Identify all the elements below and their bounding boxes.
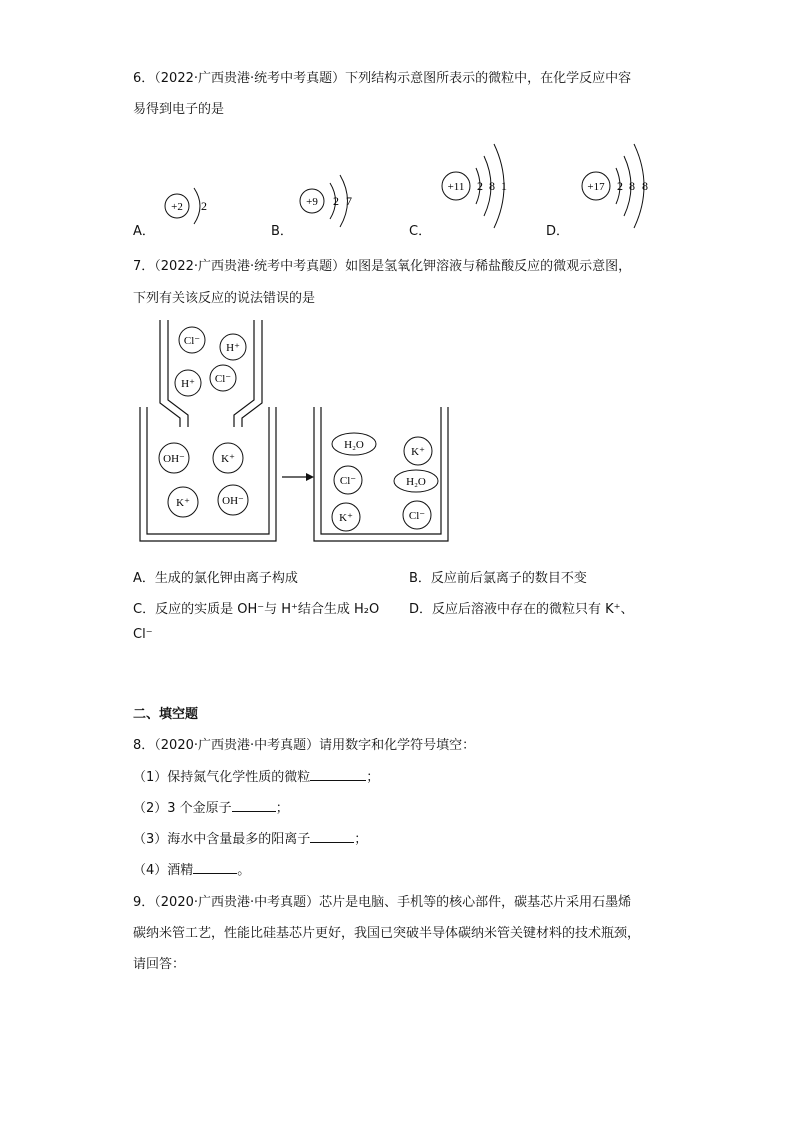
q9-line2: 碳纳米管工艺，性能比硅基芯片更好，我国已突破半导体碳纳米管关键材料的技术瓶颈， — [133, 926, 641, 941]
section-heading-fill-in: 二、填空题 — [133, 707, 199, 722]
q9-line1: 9．（2020·广西贵港·中考真题）芯片是电脑、手机等的核心部件，碳基芯片采用石墨烯 — [133, 895, 632, 910]
atom-b-shell-2: 7 — [346, 194, 352, 208]
left-beaker-particles — [159, 443, 248, 517]
q8-item-4 — [133, 859, 250, 878]
q7-option-d: D．反应后溶液中存在的微粒只有 K⁺、 — [409, 602, 634, 617]
atom-c-nucleus: +11 — [447, 181, 465, 193]
particle-h2o-2: H₂O — [406, 476, 426, 488]
atom-d-shell-1: 2 — [617, 179, 623, 193]
q8-item-2-text: （2）3 个金原子 — [133, 801, 232, 816]
particle-h-2: H⁺ — [181, 378, 195, 390]
particle-k-4: K⁺ — [339, 512, 353, 524]
q6-option-d-letter: D． — [546, 224, 570, 239]
right-beaker-particles — [332, 433, 438, 531]
q6-option-c-letter: C． — [409, 224, 432, 239]
atom-b-shell-1: 2 — [333, 194, 339, 208]
q9-line3: 请回答： — [133, 957, 186, 972]
reaction-arrow-icon — [282, 473, 314, 481]
particle-oh-2: OH⁻ — [222, 495, 244, 507]
q7-option-b: B．反应前后氯离子的数目不变 — [409, 571, 587, 586]
particle-cl-2: Cl⁻ — [214, 373, 232, 385]
particle-h2o-1: H₂O — [344, 439, 364, 451]
atom-structure-diagrams — [150, 130, 750, 230]
q8-item-2 — [133, 797, 289, 816]
q8-item-3-text: （3）海水中含量最多的阳离子 — [133, 832, 311, 847]
q7-option-a: A．生成的氯化钾由离子构成 — [133, 571, 298, 586]
q8-item-1 — [133, 766, 379, 785]
particle-k-2: K⁺ — [176, 497, 190, 509]
q8-item-1-blank[interactable] — [310, 768, 366, 781]
q8-stem: 8．（2020·广西贵港·中考真题）请用数字和化学符号填空： — [133, 738, 476, 753]
atom-d-shell-2: 8 — [629, 179, 635, 193]
atom-d-nucleus: +17 — [587, 181, 605, 193]
left-beaker — [140, 407, 276, 541]
particle-cl-1: Cl⁻ — [183, 335, 201, 347]
atom-diagram-d — [582, 144, 648, 228]
particle-k-3: K⁺ — [411, 446, 425, 458]
dropper-particles — [175, 327, 246, 396]
atom-a-shell-1: 2 — [201, 199, 207, 213]
q6-stem-line2: 易得到电子的是 — [133, 102, 225, 117]
q6-option-a-letter: A． — [133, 224, 155, 239]
particle-k-1: K⁺ — [221, 453, 235, 465]
q8-item-3-end: ； — [354, 832, 368, 847]
atom-diagram-c — [442, 144, 507, 228]
q7-stem-line1: 7．（2022·广西贵港·统考中考真题）如图是氢氧化钾溶液与稀盐酸反应的微观示意图， — [133, 259, 632, 274]
q6-option-b-letter: B． — [271, 224, 293, 239]
atom-d-shell-3: 8 — [642, 179, 648, 193]
q8-item-1-end: ； — [366, 770, 380, 785]
atom-c-shell-1: 2 — [477, 179, 483, 193]
q7-option-c: C．反应的实质是 OH⁻与 H⁺结合生成 H₂O — [133, 602, 380, 617]
q8-item-4-end: 。 — [237, 863, 251, 878]
q8-item-4-blank[interactable] — [193, 861, 237, 874]
atom-diagram-b — [300, 175, 352, 227]
q6-stem-line1: 6．（2022·广西贵港·统考中考真题）下列结构示意图所表示的微粒中，在化学反应中容 — [133, 71, 632, 86]
q8-item-2-end: ； — [275, 801, 289, 816]
particle-h-1: H⁺ — [226, 342, 240, 354]
q8-item-3-blank[interactable] — [310, 830, 354, 843]
q7-stem-line2: 下列有关该反应的说法错误的是 — [133, 291, 316, 306]
q7-option-d-continued: Cl⁻ — [133, 627, 153, 642]
particle-cl-4: Cl⁻ — [408, 510, 426, 522]
q8-item-4-text: （4）酒精 — [133, 863, 194, 878]
atom-diagram-a — [165, 188, 207, 224]
reaction-diagram — [130, 315, 460, 550]
atom-c-shell-3: 1 — [501, 179, 507, 193]
q8-item-3 — [133, 828, 367, 847]
particle-oh-1: OH⁻ — [163, 453, 185, 465]
q8-item-1-text: （1）保持氮气化学性质的微粒 — [133, 770, 311, 785]
q8-item-2-blank[interactable] — [232, 799, 276, 812]
particle-cl-3: Cl⁻ — [339, 475, 357, 487]
atom-c-shell-2: 8 — [489, 179, 495, 193]
atom-b-nucleus: +9 — [306, 196, 318, 208]
atom-a-nucleus: +2 — [171, 201, 183, 213]
